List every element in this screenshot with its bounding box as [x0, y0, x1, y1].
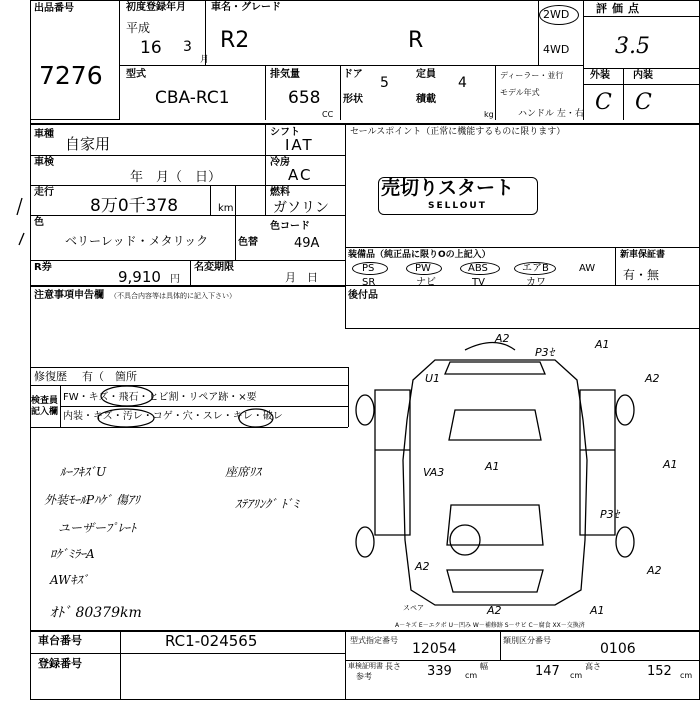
notice-sub: （不具合内容等は具体的に記入下さい）	[110, 292, 236, 300]
model-label: 型式	[126, 69, 146, 80]
fuel-value: ガソリン	[273, 200, 329, 216]
lot-number: 7276	[39, 61, 103, 90]
circle-mark	[98, 409, 154, 427]
equip-pw-label: PW	[415, 263, 431, 274]
lot-label: 出品番号	[34, 3, 74, 14]
spare-label: スペア	[403, 604, 424, 612]
divider	[583, 84, 700, 85]
damage-mark: P3ｾ	[535, 346, 555, 359]
in-row: 内装・キズ・汚レ・コゲ・穴・スレ・キレ・破レ	[63, 411, 283, 422]
displacement-label: 排気量	[270, 69, 300, 80]
car-diagram	[355, 330, 700, 630]
divider	[345, 247, 700, 248]
shape-label: 形状	[343, 94, 363, 105]
sales-point-label: セールスポイント（正常に機能するものに限ります）	[350, 127, 566, 137]
interior-grade: C	[635, 90, 652, 115]
type-value: 自家用	[65, 135, 111, 153]
divider	[340, 65, 341, 120]
hw-note: 座席ﾘｽ	[225, 465, 262, 479]
mileage-value: 8万0千378	[90, 196, 179, 216]
damage-mark: A1	[590, 604, 605, 617]
repair-value: 有（ 箇所	[82, 370, 137, 383]
score-value: 3.5	[615, 34, 650, 59]
notice-label: 注意事項申告欄	[34, 290, 104, 301]
drive-4wd: 4WD	[543, 43, 570, 56]
name-change-value: 月 日	[285, 271, 318, 284]
damage-mark: VA3	[423, 466, 445, 479]
divider	[210, 185, 211, 215]
displacement: 658	[288, 88, 321, 108]
equipment-grid	[348, 262, 613, 286]
drive-2wd: 2WD	[543, 8, 570, 21]
divider	[500, 630, 501, 660]
chassis-label: 車台番号	[38, 634, 82, 647]
warranty-value: 有・無	[623, 268, 660, 282]
length-value: 339	[427, 664, 452, 679]
damage-mark: A2	[647, 564, 662, 577]
cm-unit: cm	[465, 671, 478, 680]
width-label: 幅	[480, 662, 488, 671]
capacity: 4	[458, 75, 467, 91]
sellout-stamp-main: 売切りスタート	[381, 177, 515, 199]
divider	[623, 68, 624, 120]
equip-leather-label: カワ	[526, 277, 546, 288]
damage-mark: A2	[487, 604, 502, 617]
dealer-label: ディーラー・並行	[500, 71, 564, 80]
divider	[30, 653, 345, 654]
divider	[345, 630, 346, 700]
height-value: 152	[647, 664, 672, 679]
damage-mark: A2	[415, 560, 430, 573]
kg-unit: kg	[484, 110, 494, 119]
lot-cell	[30, 0, 120, 120]
divider	[583, 68, 700, 69]
hw-note: ユーザーﾌﾟﾚｰﾄ	[58, 521, 137, 535]
model-designation-label: 型式指定番号	[350, 636, 398, 645]
recycle-label: R券	[34, 262, 52, 273]
color-code-label: 色コード	[270, 221, 310, 232]
divider	[345, 285, 700, 286]
doors-label: ドア	[343, 69, 363, 80]
equip-aw-label: AW	[579, 263, 596, 274]
margin-marks	[0, 0, 30, 700]
registration-label: 登録番号	[38, 657, 82, 670]
cm-unit: cm	[680, 671, 693, 680]
height-label: 高さ	[585, 662, 601, 671]
exterior-label: 外装	[590, 70, 610, 81]
inspector-circles	[30, 380, 350, 430]
divider	[615, 247, 616, 285]
fuel-label: 燃料	[270, 187, 290, 198]
shift-value: IAT	[285, 136, 314, 154]
damage-mark: A2	[645, 372, 660, 385]
divider	[265, 123, 266, 215]
divider	[30, 285, 345, 287]
recycle-value: 9,910	[118, 268, 161, 286]
exterior-grade: C	[595, 90, 612, 115]
damage-mark: A1	[663, 458, 678, 471]
divider	[30, 123, 700, 125]
repair-label: 修復歴	[34, 370, 67, 383]
sellout-stamp-sub: SELLOUT	[428, 201, 487, 211]
equip-sr-label: SR	[362, 277, 376, 288]
type-label: 車種	[34, 129, 54, 140]
divider	[235, 185, 236, 215]
equip-navi-label: ナビ	[416, 277, 436, 288]
length-label: 長さ	[385, 662, 401, 671]
damage-mark: A1	[485, 460, 500, 473]
hw-note: AWｷｽﾞ	[50, 573, 89, 587]
car-name: R2	[220, 28, 250, 53]
cm-unit: cm	[570, 671, 583, 680]
hw-note: 外装ﾓｰﾙPﾊｹﾞ 傷ｱﾘ	[44, 493, 140, 507]
model-designation-value: 12054	[412, 641, 457, 657]
color-code-value: 49A	[294, 236, 320, 251]
color-change-label: 色替	[238, 237, 258, 248]
hw-note: ﾙｰﾌｷｽﾞU	[60, 465, 107, 479]
damage-legend: A－キズ E－エクボ U－凹み W－補修跡 S－サビ C－腐食 XX－交換済	[395, 622, 585, 629]
cc-unit: CC	[322, 110, 334, 119]
ref-label: 参考	[356, 672, 372, 681]
cert-label: 車検証明書	[348, 662, 383, 670]
aircon-value: AC	[288, 166, 313, 184]
circle-mark	[101, 386, 153, 406]
divider	[345, 328, 700, 329]
equip-abs-label: ABS	[468, 263, 488, 274]
mileage-label: 走行	[34, 187, 54, 198]
month-unit: 月	[200, 55, 210, 65]
score-label: 評価点	[596, 2, 644, 15]
model-year-label: モデル年式	[500, 88, 540, 97]
divider	[120, 630, 121, 700]
divider	[345, 285, 346, 328]
divider	[205, 0, 206, 65]
damage-mark: U1	[425, 372, 441, 385]
damage-mark: A1	[595, 338, 610, 351]
interior-label: 内装	[633, 70, 653, 81]
divider	[30, 367, 348, 368]
name-grade-label: 車名・グレード	[211, 2, 281, 13]
handle-label: ハンドル 左・右	[518, 109, 584, 119]
hw-note: ｵﾄﾞ 80379km	[50, 605, 142, 621]
divider	[538, 0, 539, 65]
damage-mark: A2	[495, 332, 510, 345]
color-value: ベリーレッド・メタリック	[65, 234, 209, 248]
name-change-label: 名変期限	[194, 262, 234, 273]
divider	[190, 260, 191, 285]
hw-note: ｽﾃｱﾘﾝｸﾞ ﾄﾞﾐ	[235, 497, 299, 511]
equip-tv-label: TV	[472, 277, 485, 288]
divider	[583, 16, 700, 17]
divider	[583, 0, 584, 120]
divider	[265, 65, 266, 120]
aftermarket-label: 後付品	[348, 290, 378, 301]
divider	[30, 630, 700, 632]
era: 平成	[126, 21, 151, 35]
divider	[235, 215, 236, 260]
width-value: 147	[535, 664, 560, 679]
divider	[345, 660, 700, 661]
divider	[495, 65, 496, 120]
chassis-value: RC1-024565	[165, 632, 258, 650]
inspector-label: 検査員記入欄	[31, 396, 59, 417]
first-reg-label: 初度登録年月	[126, 2, 186, 13]
warranty-label: 新車保証書	[620, 250, 666, 260]
equip-airbag-label: エアB	[522, 263, 549, 274]
yen-unit: 円	[170, 274, 180, 285]
inspection-value: 年 月（ 日）	[130, 170, 222, 185]
doors: 5	[380, 75, 389, 91]
model-code: CBA-RC1	[155, 88, 230, 108]
equip-ps-label: PS	[362, 263, 375, 274]
reg-year: 16	[140, 38, 162, 58]
capacity-label: 定員	[416, 69, 436, 80]
divider	[30, 185, 345, 186]
color-label: 色	[34, 217, 44, 228]
hw-note: ﾛｹﾞﾐﾗｰA	[50, 547, 95, 561]
equipment-label: 装備品（純正品に限りOの上記入）	[348, 250, 491, 260]
fw-row: FW・キズ・飛石・ヒビ割・リペア跡・×要	[63, 392, 257, 403]
km-unit: km	[218, 203, 234, 214]
reg-month: 3	[183, 39, 192, 55]
divider	[30, 260, 345, 261]
divider	[30, 155, 345, 156]
damage-mark: P3ｾ	[600, 508, 620, 521]
divider	[345, 123, 346, 285]
auction-sheet	[30, 0, 700, 700]
load-label: 積載	[416, 94, 436, 105]
inspection-label: 車検	[34, 157, 54, 168]
aircon-label: 冷房	[270, 157, 290, 168]
classification-value: 0106	[600, 641, 636, 657]
classification-label: 類別区分番号	[503, 636, 551, 645]
shift-label: シフト	[270, 127, 300, 138]
car-grade: R	[408, 28, 424, 53]
divider	[120, 65, 583, 66]
circle-mark	[239, 409, 273, 427]
